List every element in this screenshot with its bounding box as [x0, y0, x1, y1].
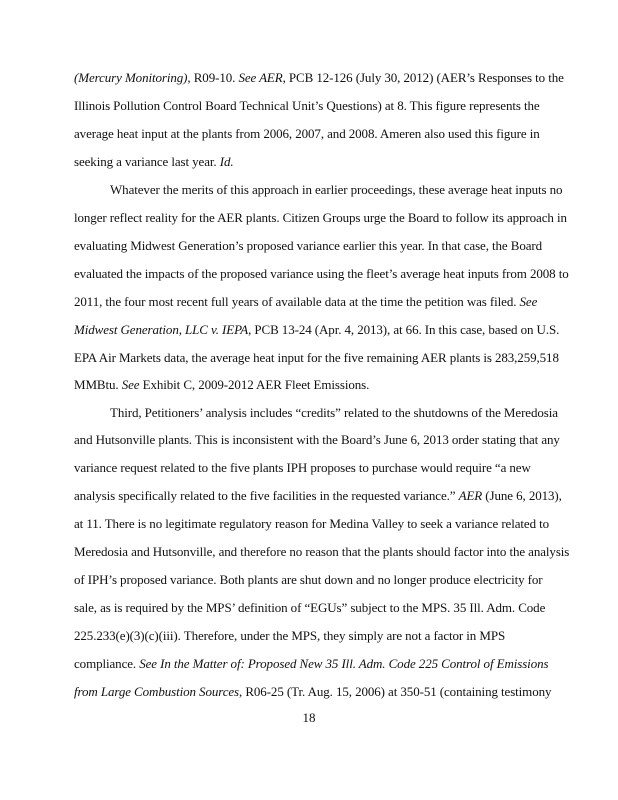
text-line	[74, 544, 569, 560]
text-line	[74, 98, 540, 114]
text-line	[74, 210, 567, 226]
text-segment: Meredosia and Hutsonville, and therefore no reason that the plants should factor into the analysis	[74, 544, 570, 559]
text-line	[74, 70, 564, 86]
text-line	[74, 432, 560, 448]
text-segment: Illinois Pollution Control Board Technical Unit’s Questions) at 8. This figure represents the	[74, 98, 540, 113]
text-line	[110, 405, 558, 421]
text-segment: (June 6, 2013),	[482, 488, 562, 503]
text-segment: MMBtu.	[74, 377, 122, 392]
italic-text: from Large Combustion Sources	[74, 684, 240, 699]
text-segment: , PCB 12-126 (July 30, 2012) (AER’s Responses to the	[282, 70, 564, 85]
italic-text: Midwest Generation, LLC v. IEPA	[74, 322, 249, 337]
text-segment: 2011, the four most recent full years of available data at the time the petition was filed.	[74, 294, 520, 309]
text-segment: Third, Petitioners’ analysis includes “credits” related to the shutdowns of the Meredosia	[110, 405, 558, 420]
text-line	[74, 377, 369, 393]
text-line	[74, 350, 559, 366]
text-segment: , PCB 13-24 (Apr. 4, 2013), at 66. In this case, based on U.S.	[248, 322, 560, 337]
text-line	[74, 460, 531, 476]
text-segment: of IPH’s proposed variance. Both plants are shut down and no longer produce electricity for	[74, 572, 543, 587]
text-segment: sale, as is required by the MPS’ definition of “EGUs” subject to the MPS. 35 Ill. Adm. Code	[74, 600, 546, 615]
text-line	[74, 572, 543, 588]
text-segment: , R06-25 (Tr. Aug. 15, 2006) at 350-51 (containing testimony	[239, 684, 552, 699]
text-line	[74, 126, 540, 142]
text-segment: Whatever the merits of this approach in earlier proceedings, these average heat inputs no	[110, 182, 563, 197]
text-line	[74, 488, 562, 504]
text-segment: 225.233(e)(3)(c)(iii). Therefore, under the MPS, they simply are not a factor in MPS	[74, 628, 506, 643]
text-segment: Exhibit C, 2009-2012 AER Fleet Emissions.	[139, 377, 370, 392]
text-line	[110, 182, 562, 198]
italic-text: See	[519, 294, 538, 309]
text-line	[74, 238, 542, 254]
text-segment: evaluating Midwest Generation’s proposed variance earlier this year. In that case, the Board	[74, 238, 543, 253]
text-line	[74, 266, 569, 282]
text-line	[74, 628, 505, 644]
text-segment: analysis specifically related to the five facilities in the requested variance.”	[74, 488, 459, 503]
text-segment: at 11. There is no legitimate regulatory reason for Medina Valley to seek a variance related to	[74, 516, 550, 531]
text-segment: average heat input at the plants from 2006, 2007, and 2008. Ameren also used this figure in	[74, 126, 540, 141]
italic-text: See AER	[238, 70, 283, 85]
italic-text: AER	[458, 488, 483, 503]
italic-text: (Mercury Monitoring)	[74, 70, 188, 85]
text-line	[74, 516, 549, 532]
text-line	[74, 154, 234, 170]
text-line	[74, 684, 551, 700]
text-line	[74, 600, 545, 616]
text-segment: longer reflect reality for the AER plants. Citizen Groups urge the Board to follow its approach in	[74, 210, 567, 225]
text-segment: , R09-10.	[187, 70, 239, 85]
italic-text: Id.	[219, 154, 234, 169]
text-segment: compliance.	[74, 656, 140, 671]
text-segment: variance request related to the five plants IPH proposes to purchase would require “a new	[74, 460, 531, 475]
text-segment: and Hutsonville plants. This is inconsistent with the Board’s June 6, 2013 order stating that any	[74, 432, 560, 447]
text-segment: EPA Air Markets data, the average heat input for the five remaining AER plants is 283,259,518	[74, 350, 559, 365]
text-segment: evaluated the impacts of the proposed variance using the fleet’s average heat inputs from 2008 to	[74, 266, 569, 281]
text-line	[74, 656, 548, 672]
text-line	[74, 294, 537, 310]
italic-text: See In the Matter of: Proposed New 35 Ill. Adm. Code 225 Control of Emissions	[139, 656, 549, 671]
text-line	[74, 322, 559, 338]
italic-text: See	[121, 377, 140, 392]
page-number: 18	[302, 710, 316, 725]
text-segment: seeking a variance last year.	[74, 154, 220, 169]
